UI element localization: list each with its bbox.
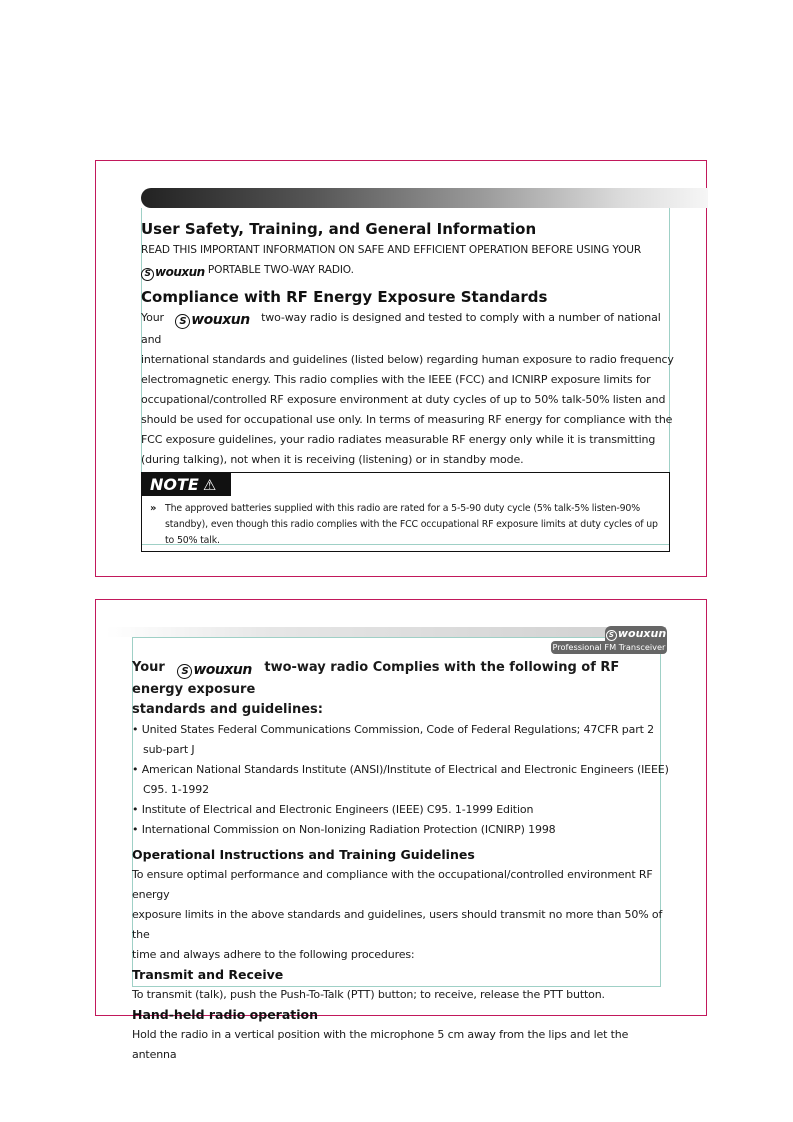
compliance-paragraph-line: should be used for occupational use only. In terms of measuring RF energy for compliance with the bbox=[141, 413, 673, 426]
note-box bbox=[141, 472, 670, 552]
manual-page-1 bbox=[95, 160, 707, 577]
lead-line-1: Your S wouxun two-way radio Complies with the following of RF energy exposure bbox=[132, 660, 620, 697]
section-title-compliance: Compliance with RF Energy Exposure Standards bbox=[141, 288, 548, 306]
header-gradient-bar bbox=[141, 188, 708, 208]
compliance-paragraph-line: international standards and guidelines (listed below) regarding human exposure to radio frequency bbox=[141, 353, 674, 366]
intro-line-2 bbox=[141, 260, 681, 282]
page-title: User Safety, Training, and General Information bbox=[141, 220, 537, 238]
list-item: • International Commission on Non-Ionizing Radiation Protection (ICNIRP) 1998 bbox=[132, 820, 672, 840]
standards-list bbox=[132, 720, 672, 840]
brand-badge-logo: S wouxun bbox=[605, 626, 667, 642]
page-2-content bbox=[132, 658, 672, 1065]
section-title-handheld: Hand-held radio operation bbox=[132, 1007, 319, 1022]
brand-badge-subtitle: Professional FM Transceiver bbox=[552, 642, 666, 652]
double-chevron-icon: » bbox=[150, 503, 157, 514]
page-1-content bbox=[141, 218, 681, 552]
warning-triangle-icon: ⚠ bbox=[202, 476, 217, 494]
brand-badge bbox=[551, 626, 667, 654]
section-title-transmit: Transmit and Receive bbox=[132, 967, 284, 982]
operational-line: time and always adhere to the following procedures: bbox=[132, 948, 415, 961]
transmit-text: To transmit (talk), push the Push-To-Talk (PTT) button; to receive, release the PTT button. bbox=[132, 988, 605, 1001]
list-item: • Institute of Electrical and Electronic Engineers (IEEE) C95. 1-1999 Edition bbox=[132, 800, 672, 820]
operational-line: exposure limits in the above standards and guidelines, users should transmit no more than 50% of the bbox=[132, 908, 663, 941]
compliance-paragraph-line-1: Your S wouxun two-way radio is designed and tested to comply with a number of national and bbox=[141, 311, 661, 346]
list-item: • American National Standards Institute (ANSI)/Institute of Electrical and Electronic Engineers (IEEE) C95. 1-1992 bbox=[132, 760, 672, 800]
compliance-paragraph-line: occupational/controlled RF exposure environment at duty cycles of up to 50% talk-50% listen and bbox=[141, 393, 666, 406]
note-text: » The approved batteries supplied with this radio are rated for a 5-5-90 duty cycle (5% talk-5% listen-90% standby), even though this radio complies with the FCC occupational RF exposure limits at duty cycles of up to 50% talk. bbox=[150, 503, 658, 546]
intro-line-2-suffix: PORTABLE TWO-WAY RADIO. bbox=[207, 264, 354, 276]
list-item: • United States Federal Communications Commission, Code of Federal Regulations; 47CFR part 2 sub-part J bbox=[132, 720, 672, 760]
wouxun-logo: S wouxun bbox=[177, 660, 251, 680]
compliance-paragraph-line: FCC exposure guidelines, your radio radiates measurable RF energy only while it is transmitting bbox=[141, 433, 656, 446]
wouxun-logo: S wouxun bbox=[175, 310, 249, 330]
handheld-text: Hold the radio in a vertical position with the microphone 5 cm away from the lips and let the antenna bbox=[132, 1028, 629, 1061]
operational-line: To ensure optimal performance and compliance with the occupational/controlled environment RF energy bbox=[132, 868, 653, 901]
lead-line-2: standards and guidelines: bbox=[132, 702, 323, 717]
manual-page-2 bbox=[95, 599, 707, 1061]
note-label: NOTE ⚠ bbox=[142, 473, 231, 496]
compliance-paragraph-line: (during talking), not when it is receiving (listening) or in standby mode. bbox=[141, 453, 524, 466]
compliance-paragraph-line: electromagnetic energy. This radio complies with the IEEE (FCC) and ICNIRP exposure limits for bbox=[141, 373, 651, 386]
wouxun-logo: S wouxun bbox=[141, 262, 205, 282]
intro-line-1: READ THIS IMPORTANT INFORMATION ON SAFE AND EFFICIENT OPERATION BEFORE USING YOUR bbox=[141, 244, 642, 256]
section-title-operational: Operational Instructions and Training Guidelines bbox=[132, 847, 475, 862]
